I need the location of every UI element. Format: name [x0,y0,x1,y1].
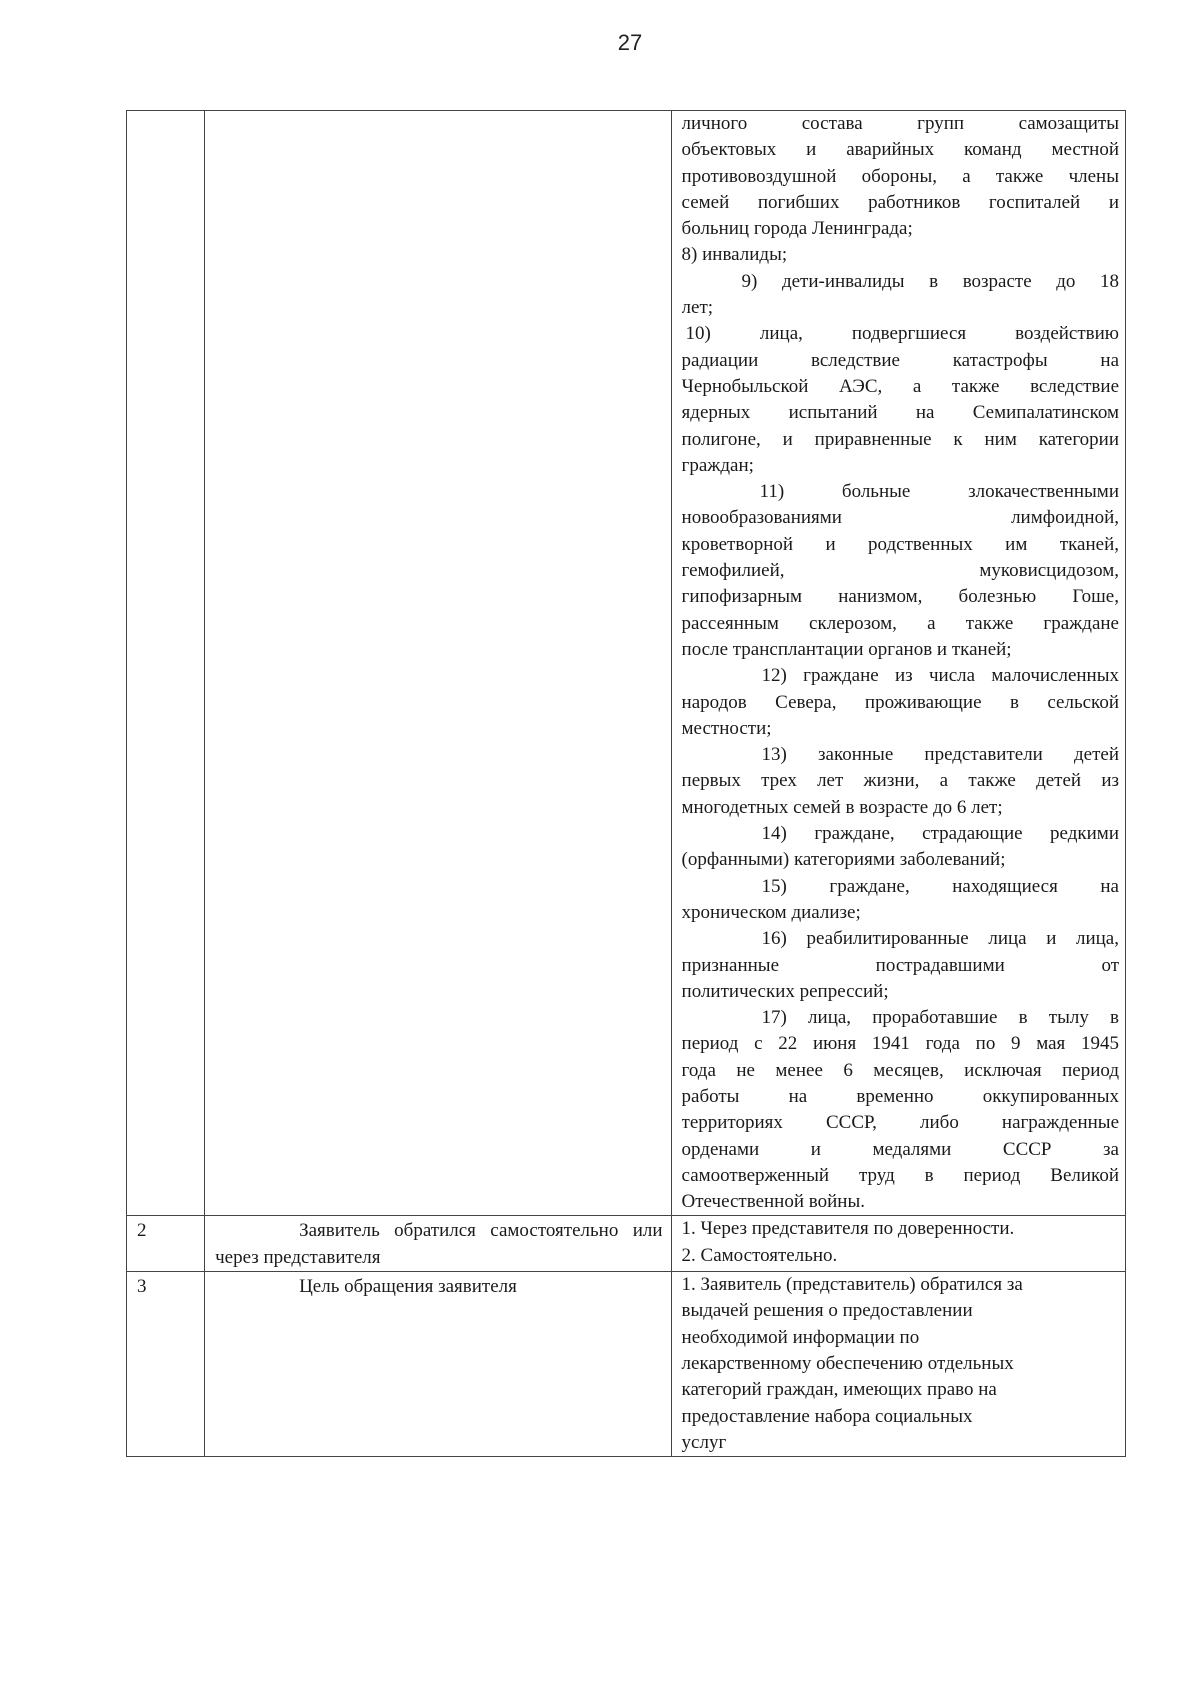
criteria-table [126,110,1126,1457]
row-number [127,111,205,1216]
row-number: 3 [127,1272,205,1457]
value-line: орденами и медалями СССР за [681,1138,1119,1160]
value-line: лет; [681,297,714,319]
table-row [127,1216,1126,1272]
value-line: новообразованиями лимфоидной, [681,507,1119,529]
value-line: объектовых и аварийных команд местной [681,139,1119,161]
value-line: 2. Самостоятельно. [681,1244,838,1266]
value-line: семей погибших работников госпиталей и [681,191,1119,213]
value-line: 11) больные злокачественными [759,481,1119,503]
value-line: выдачей решения о предоставлении [681,1300,973,1322]
table-row [127,111,1126,1216]
value-line: 17) лица, проработавшие в тылу в [761,1007,1119,1029]
value-line: 10) лица, подвергшиеся воздействию [685,323,1119,345]
value-line: работы на временно оккупированных [681,1085,1119,1107]
value-line: период с 22 июня 1941 года по 9 мая 1945 [681,1033,1119,1055]
value-line: рассеянным склерозом, а также граждане [681,612,1119,634]
value-line: граждан; [681,454,754,476]
row-value [671,111,1125,1216]
value-line: предоставление набора социальных [681,1405,973,1427]
value-line: лекарственному обеспечению отдельных [681,1352,1014,1374]
row-parameter: Цель обращения заявителя [205,1272,671,1457]
value-line: 8) инвалиды; [681,244,788,266]
value-line: 15) граждане, находящиеся на [761,875,1119,897]
value-line: 14) граждане, страдающие редкими [761,823,1119,845]
value-line: необходимой информации по [681,1326,920,1348]
value-line: гипофизарным нанизмом, болезнью Гоше, [681,586,1119,608]
value-line: категорий граждан, имеющих право на [681,1379,997,1401]
value-line: (орфанными) категориями заболеваний; [681,849,1006,871]
value-line: личного состава групп самозащиты [681,113,1119,134]
value-line: 9) дети-инвалиды в возрасте до 18 [741,270,1119,292]
value-line: первых трех лет жизни, а также детей из [681,770,1119,792]
value-line: хроническом диализе; [681,901,861,923]
value-line: народов Севера, проживающие в сельской [681,691,1119,713]
value-line: многодетных семей в возрасте до 6 лет; [681,796,1003,818]
value-line: 13) законные представители детей [761,744,1119,766]
value-line: полигоне, и приравненные к ним категории [681,428,1119,450]
table-row [127,1272,1126,1457]
value-line: Отечественной войны. [681,1191,865,1213]
row-value [671,1216,1125,1272]
value-line: признанные пострадавшими от [681,954,1119,976]
value-line: самоотверженный труд в период Великой [681,1164,1119,1186]
row-number: 2 [127,1216,205,1272]
value-line: Чернобыльской АЭС, а также вследствие [681,375,1119,397]
value-line: больниц города Ленинграда; [681,218,913,240]
row-parameter [205,111,671,1216]
value-line: кроветворной и родственных им тканей, [681,533,1119,555]
value-line: года не менее 6 месяцев, исключая период [681,1059,1119,1081]
value-line: после трансплантации органов и тканей; [681,638,1012,660]
value-line: противовоздушной обороны, а также члены [681,165,1119,187]
value-line: 12) граждане из числа малочисленных [761,665,1119,687]
row-parameter: Заявитель обратился самостоятельно или через представителя [205,1216,671,1272]
value-line: ядерных испытаний на Семипалатинском [681,402,1119,424]
value-line: территориях СССР, либо награжденные [681,1112,1119,1134]
row-value [671,1272,1125,1457]
value-line: 16) реабилитированные лица и лица, [761,928,1119,950]
value-line: политических репрессий; [681,980,889,1002]
value-line: 1. Через представителя по доверенности. [681,1218,1015,1240]
value-line: услуг [681,1431,727,1453]
page-number: 27 [617,30,643,55]
value-line: гемофилией, муковисцидозом, [681,560,1119,582]
value-line: местности; [681,717,772,739]
value-line: 1. Заявитель (представитель) обратился за [681,1274,1023,1296]
value-line: радиации вследствие катастрофы на [681,349,1119,371]
